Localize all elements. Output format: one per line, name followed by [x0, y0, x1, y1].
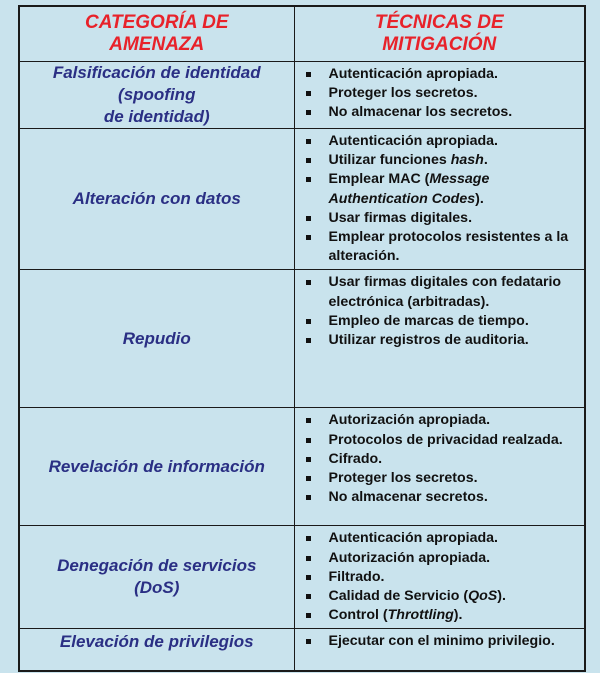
table-row — [19, 629, 585, 671]
technique-list — [303, 273, 577, 350]
technique-item: Ejecutar con el minimo privilegio. — [303, 632, 577, 651]
italic-term: hash — [450, 152, 484, 169]
bullet-icon — [306, 418, 311, 423]
category-label: Elevación de privilegios — [59, 632, 254, 652]
bullet-icon — [306, 216, 311, 221]
table-row — [19, 526, 585, 629]
technique-list — [303, 132, 577, 266]
technique-item — [303, 606, 577, 625]
bullet-icon — [306, 158, 311, 163]
header-mitigation-techniques-label: TÉCNICAS DE MITIGACIÓN — [374, 12, 504, 55]
bullet-icon — [306, 594, 311, 599]
header-threat-category — [19, 6, 294, 62]
bullet-icon — [306, 495, 311, 500]
threat-mitigation-table — [18, 5, 586, 672]
technique-item: Emplear protocolos resistentes a la alteración. — [303, 228, 577, 266]
threat-mitigation-table-container — [18, 5, 584, 672]
technique-item: No almacenar secretos. — [303, 488, 577, 507]
bullet-icon — [306, 319, 311, 324]
bullet-icon — [306, 476, 311, 481]
techniques-cell — [294, 129, 585, 270]
category-label: Denegación de servicios (DoS) — [57, 556, 257, 598]
bullet-icon — [306, 280, 311, 285]
bullet-icon — [306, 556, 311, 561]
technique-text-rich: Emplear MAC (Message Authentication Codes). — [328, 171, 490, 207]
technique-item: Usar firmas digitales con fedatario electrónica (arbitradas). — [303, 273, 577, 311]
category-cell — [19, 270, 294, 408]
category-cell — [19, 526, 294, 629]
table-row — [19, 129, 585, 270]
table-header-row — [19, 6, 585, 62]
bullet-icon — [306, 110, 311, 115]
category-label: Alteración con datos — [72, 189, 241, 209]
bullet-icon — [306, 575, 311, 580]
technique-item: Usar firmas digitales. — [303, 209, 577, 228]
technique-list — [303, 65, 577, 123]
bullet-icon — [306, 438, 311, 443]
bullet-icon — [306, 338, 311, 343]
technique-item: Autorización apropiada. — [303, 549, 577, 568]
technique-item: Autorización apropiada. — [303, 411, 577, 430]
technique-text-rich: Calidad de Servicio (QoS). — [328, 588, 506, 605]
category-label: Revelación de información — [48, 456, 265, 476]
techniques-cell — [294, 526, 585, 629]
technique-item — [303, 587, 577, 606]
italic-term: Throttling — [387, 607, 454, 624]
italic-term: QoS — [468, 588, 498, 605]
category-label: Repudio — [122, 328, 191, 348]
technique-item: Empleo de marcas de tiempo. — [303, 312, 577, 331]
header-mitigation-techniques — [294, 6, 585, 62]
technique-item: Filtrado. — [303, 568, 577, 587]
table-row — [19, 62, 585, 129]
technique-item: Autenticación apropiada. — [303, 529, 577, 548]
technique-item: No almacenar los secretos. — [303, 103, 577, 122]
techniques-cell — [294, 62, 585, 129]
bullet-icon — [306, 613, 311, 618]
category-cell — [19, 629, 294, 671]
technique-item: Cifrado. — [303, 450, 577, 469]
technique-item: Utilizar registros de auditoria. — [303, 331, 577, 350]
category-cell — [19, 62, 294, 129]
technique-item: Protocolos de privacidad realzada. — [303, 431, 577, 450]
techniques-cell — [294, 629, 585, 671]
bullet-icon — [306, 139, 311, 144]
technique-item: Proteger los secretos. — [303, 469, 577, 488]
technique-list — [303, 632, 577, 651]
technique-item: Proteger los secretos. — [303, 84, 577, 103]
header-threat-category-label: CATEGORÍA DE AMENAZA — [84, 12, 229, 55]
techniques-cell — [294, 408, 585, 526]
category-cell — [19, 408, 294, 526]
technique-text-rich: Utilizar funciones hash. — [328, 152, 488, 169]
italic-term: Message Authentication Codes — [328, 171, 490, 207]
bullet-icon — [306, 457, 311, 462]
bullet-icon — [306, 536, 311, 541]
bullet-icon — [306, 91, 311, 96]
technique-item — [303, 151, 577, 170]
technique-list — [303, 411, 577, 507]
technique-text-rich: Control (Throttling). — [328, 607, 463, 624]
table-row — [19, 270, 585, 408]
table-row — [19, 408, 585, 526]
bullet-icon — [306, 72, 311, 77]
technique-item: Autenticación apropiada. — [303, 132, 577, 151]
category-cell — [19, 129, 294, 270]
category-label: Falsificación de identidad (spoofing de identidad) — [52, 63, 261, 126]
bullet-icon — [306, 235, 311, 240]
technique-item — [303, 170, 577, 208]
technique-list — [303, 529, 577, 625]
technique-item: Autenticación apropiada. — [303, 65, 577, 84]
bullet-icon — [306, 177, 311, 182]
bullet-icon — [306, 639, 311, 644]
techniques-cell — [294, 270, 585, 408]
